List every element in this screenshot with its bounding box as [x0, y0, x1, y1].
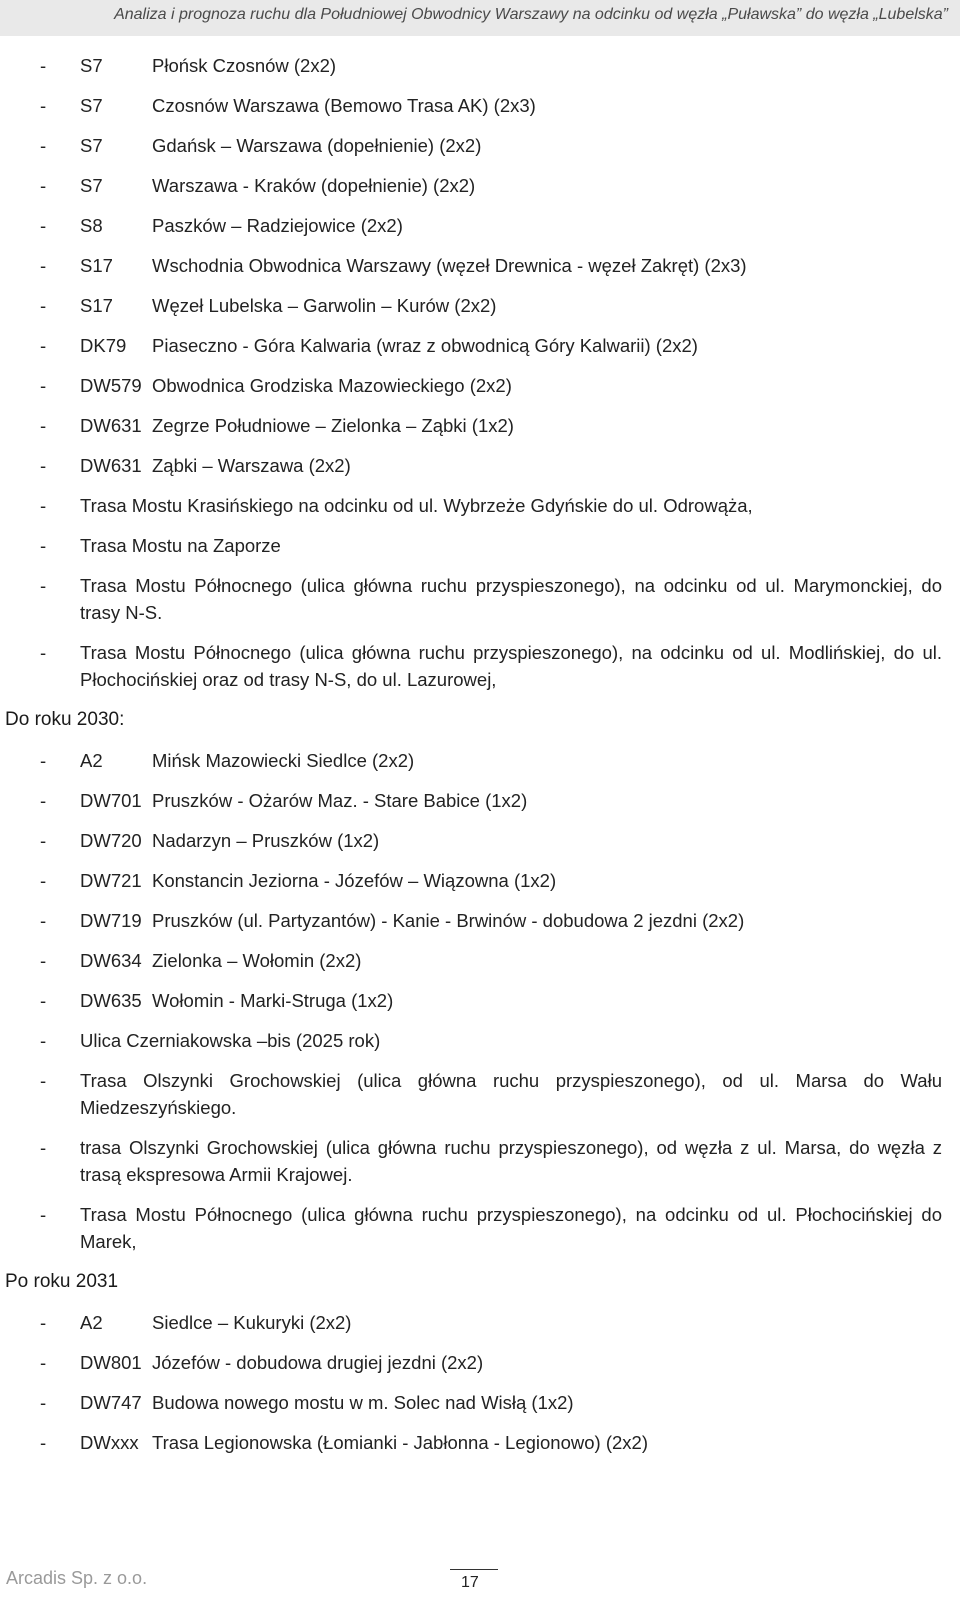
- list-item: [0, 172, 960, 199]
- road-description: Siedlce – Kukuryki (2x2): [152, 1312, 352, 1333]
- road-code: DW631: [80, 455, 142, 476]
- road-code: S17: [80, 255, 113, 276]
- road-code: DW631: [80, 415, 142, 436]
- list-item: [0, 747, 960, 774]
- road-code: DW634: [80, 950, 142, 971]
- bullet-dash: -: [40, 415, 47, 436]
- footer-divider: [450, 1569, 498, 1570]
- road-description: Trasa Mostu Północnego (ulica główna ruchu przyspieszonego), na odcinku od ul. Marymonckiej, do trasy N-S.: [80, 575, 942, 623]
- list-item-body: [80, 52, 942, 79]
- list-item-body: [80, 1201, 942, 1255]
- footer-company: Arcadis Sp. z o.o.: [6, 1568, 148, 1588]
- bullet-dash: -: [40, 1352, 47, 1373]
- bullet-dash: -: [40, 455, 47, 476]
- road-description: Mińsk Mazowiecki Siedlce (2x2): [152, 750, 415, 771]
- list-item: [0, 867, 960, 894]
- bullet-dash: -: [40, 790, 47, 811]
- road-description: Trasa Mostu Krasińskiego na odcinku od ul. Wybrzeże Gdyńskie do ul. Odrowąża,: [80, 495, 753, 516]
- bullet-dash: -: [40, 255, 47, 276]
- road-code: DK79: [80, 335, 127, 356]
- list-item: [0, 452, 960, 479]
- road-code: S17: [80, 295, 113, 316]
- bullet-dash: -: [40, 910, 47, 931]
- list-item: [0, 1429, 960, 1456]
- bullet-dash: -: [40, 750, 47, 771]
- list-item: [0, 332, 960, 359]
- road-list-2031: [0, 1309, 960, 1456]
- road-code: DW747: [80, 1392, 142, 1413]
- list-item-body: [80, 1429, 942, 1456]
- list-item: [0, 252, 960, 279]
- bullet-dash: -: [40, 1070, 47, 1091]
- list-item: [0, 1201, 960, 1255]
- list-item: [0, 1027, 960, 1054]
- road-code: S7: [80, 95, 103, 116]
- road-code: S7: [80, 55, 103, 76]
- list-item-body: [80, 947, 942, 974]
- list-item: [0, 987, 960, 1014]
- list-item: [0, 92, 960, 119]
- document-body: [0, 52, 960, 1469]
- list-item-body: [80, 1067, 942, 1121]
- bullet-dash: -: [40, 175, 47, 196]
- page-header: [0, 0, 960, 36]
- road-description: Warszawa - Kraków (dopełnienie) (2x2): [152, 175, 476, 196]
- list-item: [0, 212, 960, 239]
- road-code: DW719: [80, 910, 142, 931]
- bullet-dash: -: [40, 335, 47, 356]
- road-description: Zegrze Południowe – Zielonka – Ząbki (1x2): [152, 415, 514, 436]
- list-item-body: [80, 572, 942, 626]
- list-item-body: [80, 787, 942, 814]
- road-description: Trasa Legionowska (Łomianki - Jabłonna - Legionowo) (2x2): [152, 1432, 648, 1453]
- list-item-body: [80, 1134, 942, 1188]
- road-code: DW635: [80, 990, 142, 1011]
- list-item-body: [80, 292, 942, 319]
- bullet-dash: -: [40, 375, 47, 396]
- list-item: [0, 907, 960, 934]
- bullet-dash: -: [40, 1392, 47, 1413]
- list-item: [0, 639, 960, 693]
- list-item-body: [80, 412, 942, 439]
- bullet-dash: -: [40, 215, 47, 236]
- road-description: Konstancin Jeziorna - Józefów – Wiązowna (1x2): [152, 870, 557, 891]
- road-description: Obwodnica Grodziska Mazowieckiego (2x2): [152, 375, 512, 396]
- road-description: Ulica Czerniakowska –bis (2025 rok): [80, 1030, 381, 1051]
- road-description: Trasa Olszynki Grochowskiej (ulica główna ruchu przyspieszonego), od ul. Marsa do Wału Miedzeszyńskiego.: [80, 1070, 942, 1118]
- bullet-dash: -: [40, 575, 47, 596]
- road-description: Budowa nowego mostu w m. Solec nad Wisłą (1x2): [152, 1392, 574, 1413]
- road-code: DW720: [80, 830, 142, 851]
- road-description: Piaseczno - Góra Kalwaria (wraz z obwodnicą Góry Kalwarii) (2x2): [152, 335, 698, 356]
- header-title: Analiza i prognoza ruchu dla Południowej Obwodnicy Warszawy na odcinku od węzła „Puławska” do węzła „Lubelska”: [114, 6, 948, 23]
- list-item: [0, 52, 960, 79]
- list-item: [0, 492, 960, 519]
- bullet-dash: -: [40, 1030, 47, 1051]
- road-description: Wołomin - Marki-Struga (1x2): [152, 990, 394, 1011]
- list-item-body: [80, 532, 942, 559]
- bullet-dash: -: [40, 642, 47, 663]
- list-item: [0, 372, 960, 399]
- bullet-dash: -: [40, 535, 47, 556]
- list-item-body: [80, 212, 942, 239]
- list-item: [0, 292, 960, 319]
- road-description: Czosnów Warszawa (Bemowo Trasa AK) (2x3): [152, 95, 536, 116]
- road-description: Gdańsk – Warszawa (dopełnienie) (2x2): [152, 135, 482, 156]
- bullet-dash: -: [40, 95, 47, 116]
- road-description: Trasa Mostu Północnego (ulica główna ruchu przyspieszonego), na odcinku od ul. Modlińskiej, do ul. Płochocińskiej oraz od trasy N-S, do ul. Lazurowej,: [80, 642, 942, 690]
- road-description: Nadarzyn – Pruszków (1x2): [152, 830, 380, 851]
- bullet-dash: -: [40, 950, 47, 971]
- bullet-dash: -: [40, 55, 47, 76]
- list-item-body: [80, 172, 942, 199]
- section-heading-2030: Do roku 2030:: [5, 709, 125, 730]
- bullet-dash: -: [40, 1137, 47, 1158]
- road-description: Trasa Mostu na Zaporze: [80, 535, 281, 556]
- road-description: Zielonka – Wołomin (2x2): [152, 950, 362, 971]
- road-code: DWxxx: [80, 1432, 139, 1453]
- list-item-body: [80, 372, 942, 399]
- road-description: Ząbki – Warszawa (2x2): [152, 455, 351, 476]
- list-item-body: [80, 907, 942, 934]
- bullet-dash: -: [40, 495, 47, 516]
- list-item: [0, 412, 960, 439]
- list-item: [0, 1309, 960, 1336]
- bullet-dash: -: [40, 1312, 47, 1333]
- list-item-body: [80, 1349, 942, 1376]
- list-item: [0, 827, 960, 854]
- list-item-body: [80, 1389, 942, 1416]
- list-item-body: [80, 639, 942, 693]
- list-item-body: [80, 452, 942, 479]
- list-item-body: [80, 332, 942, 359]
- road-description: Płońsk Czosnów (2x2): [152, 55, 337, 76]
- bullet-dash: -: [40, 870, 47, 891]
- road-description: Wschodnia Obwodnica Warszawy (węzeł Drewnica - węzeł Zakręt) (2x3): [152, 255, 747, 276]
- list-item: [0, 1134, 960, 1188]
- list-item-body: [80, 747, 942, 774]
- list-item-body: [80, 132, 942, 159]
- list-item-body: [80, 827, 942, 854]
- bullet-dash: -: [40, 1204, 47, 1225]
- bullet-dash: -: [40, 135, 47, 156]
- road-description: Józefów - dobudowa drugiej jezdni (2x2): [152, 1352, 484, 1373]
- bullet-dash: -: [40, 1432, 47, 1453]
- page-number: 17: [461, 1574, 479, 1591]
- road-description: trasa Olszynki Grochowskiej (ulica główna ruchu przyspieszonego), od węzła z ul. Marsa, do węzła z trasą ekspresowa Armii Krajowej.: [80, 1137, 942, 1185]
- road-list-current: [0, 52, 960, 693]
- road-description: Pruszków - Ożarów Maz. - Stare Babice (1x2): [152, 790, 528, 811]
- road-code: DW721: [80, 870, 142, 891]
- section-heading-2031: Po roku 2031: [5, 1271, 119, 1292]
- road-code: DW701: [80, 790, 142, 811]
- list-item-body: [80, 867, 942, 894]
- road-code: DW579: [80, 375, 142, 396]
- bullet-dash: -: [40, 830, 47, 851]
- road-code: A2: [80, 750, 103, 771]
- list-item-body: [80, 492, 942, 519]
- road-code: S7: [80, 175, 103, 196]
- list-item-body: [80, 987, 942, 1014]
- list-item: [0, 1067, 960, 1121]
- list-item: [0, 1349, 960, 1376]
- road-code: S8: [80, 215, 103, 236]
- list-item: [0, 1389, 960, 1416]
- list-item: [0, 132, 960, 159]
- road-description: Trasa Mostu Północnego (ulica główna ruchu przyspieszonego), na odcinku od ul. Płochocińskiej do Marek,: [80, 1204, 942, 1252]
- road-code: DW801: [80, 1352, 142, 1373]
- road-description: Paszków – Radziejowice (2x2): [152, 215, 403, 236]
- list-item-body: [80, 1027, 942, 1054]
- road-description: Pruszków (ul. Partyzantów) - Kanie - Brwinów - dobudowa 2 jezdni (2x2): [152, 910, 745, 931]
- list-item-body: [80, 92, 942, 119]
- list-item-body: [80, 252, 942, 279]
- road-code: S7: [80, 135, 103, 156]
- road-description: Węzeł Lubelska – Garwolin – Kurów (2x2): [152, 295, 497, 316]
- list-item: [0, 787, 960, 814]
- road-list-2030: [0, 747, 960, 1255]
- list-item-body: [80, 1309, 942, 1336]
- bullet-dash: -: [40, 990, 47, 1011]
- list-item: [0, 572, 960, 626]
- bullet-dash: -: [40, 295, 47, 316]
- road-code: A2: [80, 1312, 103, 1333]
- list-item: [0, 532, 960, 559]
- list-item: [0, 947, 960, 974]
